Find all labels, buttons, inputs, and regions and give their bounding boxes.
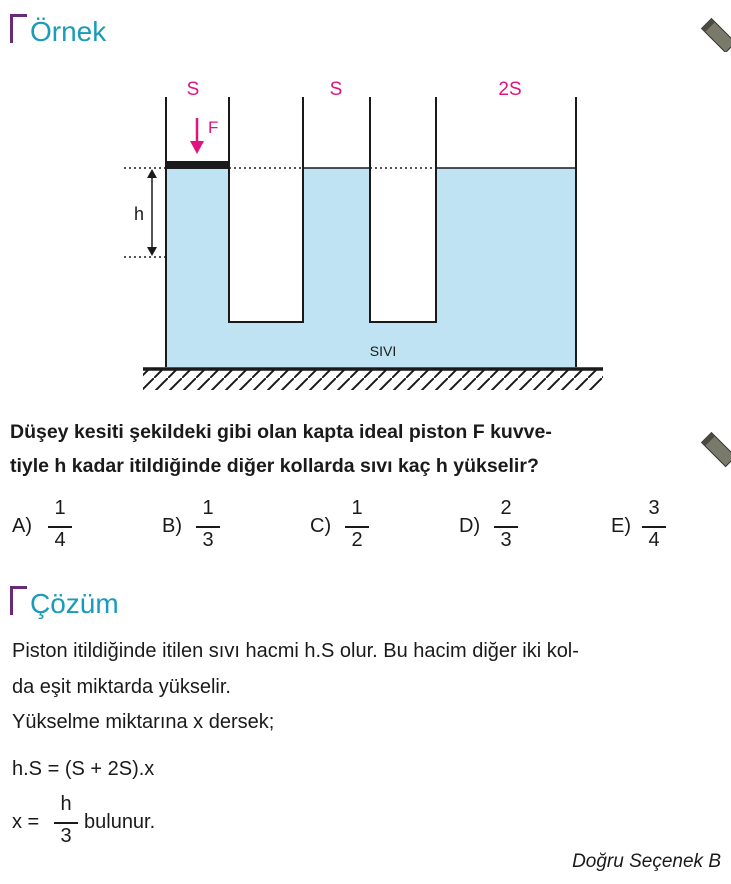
piston bbox=[166, 161, 229, 169]
solution-line-3: Yükselme miktarına x dersek; bbox=[12, 711, 275, 733]
result-prefix: x = bbox=[12, 811, 40, 833]
solution-equation: h.S = (S + 2S).x bbox=[12, 758, 155, 780]
question-line-2: tiyle h kadar itildiğinde diğer kollarda sıvı kaç h yükselir? bbox=[10, 455, 539, 477]
height-arrow bbox=[147, 169, 157, 256]
solution-line-2: da eşit miktarda yükselir. bbox=[12, 676, 231, 698]
correct-answer: Doğru Seçenek B bbox=[572, 851, 721, 872]
choice-letter: E) bbox=[611, 515, 631, 537]
solution-line-1: Piston itildiğinde itilen sıvı hacmi h.S olur. Bu hacim diğer iki kol- bbox=[12, 640, 579, 662]
force-arrow bbox=[190, 118, 204, 154]
question-line-1: Düşey kesiti şekildeki gibi olan kapta ideal piston F kuvve- bbox=[10, 421, 552, 443]
choice-letter: D) bbox=[459, 515, 481, 537]
solution-result: x = h 3 bulunur. bbox=[12, 793, 156, 847]
tube2-label: S bbox=[329, 79, 343, 100]
solution-title: Çözüm bbox=[30, 588, 119, 619]
choice-letter: B) bbox=[162, 515, 182, 537]
question-text bbox=[10, 415, 722, 483]
solution-bracket bbox=[10, 586, 27, 615]
result-suffix: bulunur. bbox=[84, 811, 156, 833]
tube1-label: S bbox=[186, 79, 200, 100]
ground-hatch bbox=[143, 370, 603, 390]
force-label: F bbox=[208, 118, 219, 137]
vessel-figure bbox=[0, 0, 731, 400]
tube3-label: 2S bbox=[498, 79, 522, 100]
choice-letter: C) bbox=[310, 515, 332, 537]
choice-letter: A) bbox=[12, 515, 32, 537]
example-title: Örnek bbox=[30, 16, 107, 47]
height-label: h bbox=[134, 204, 145, 224]
liquid-label: SIVI bbox=[369, 343, 397, 359]
